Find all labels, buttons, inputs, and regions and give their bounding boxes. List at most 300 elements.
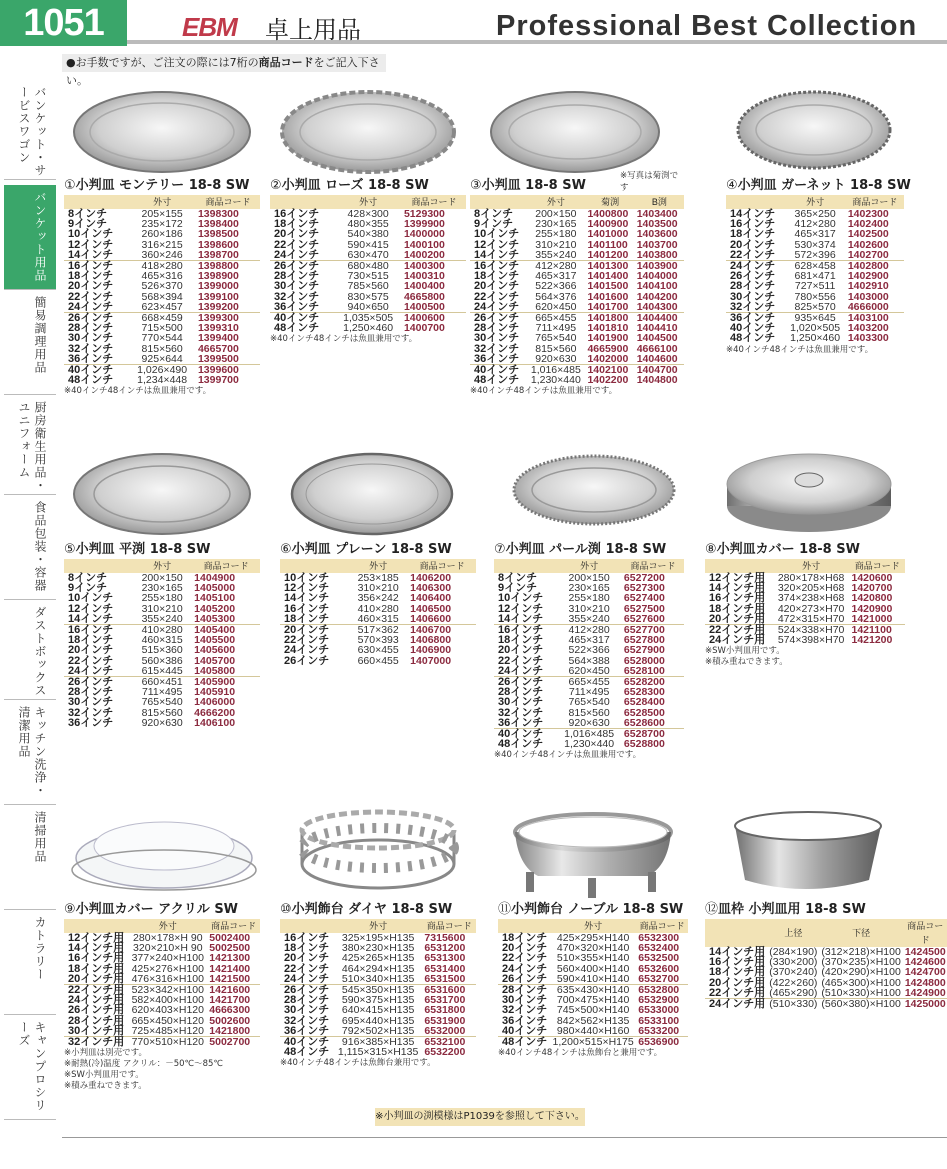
table-row: [726, 302, 904, 313]
product-code-cell: 6528200: [623, 676, 665, 689]
product-code-cell: 1406100: [194, 716, 236, 729]
product-photo: [494, 446, 684, 541]
product-code-cell: 6532500: [638, 952, 680, 965]
size-cell: 48インチ: [730, 332, 776, 345]
table-row: [64, 666, 260, 677]
dimension-cell: 465×316: [141, 270, 183, 283]
product-code-cell: 1400500: [402, 302, 466, 313]
size-cell: 18インチ: [68, 270, 114, 283]
dimension-cell: 200×150: [141, 572, 183, 584]
product-code-cell: 1405500: [194, 634, 236, 647]
dimension-cell: 425×295×H140: [556, 932, 630, 944]
photo-note: ※写真は菊渕です: [620, 171, 679, 193]
product-code-cell: 1406700: [410, 624, 452, 637]
sidebar-tab-label: バンケット用品: [33, 191, 47, 282]
product-code-cell: 1398700: [196, 250, 260, 261]
product-code-cell: 1420700: [851, 582, 893, 595]
product-title: 小判皿 プレーン 18-8 SW: [291, 542, 452, 557]
size-cell: 20インチ: [274, 228, 320, 241]
dimension-cell: 727×511: [794, 280, 836, 293]
product-title: 小判皿 ローズ 18-8 SW: [281, 178, 429, 193]
product-note: ※積み重ねできます。: [705, 657, 788, 668]
sidebar-tab-campro-series[interactable]: [4, 1015, 56, 1120]
size-cell: 16インチ: [68, 624, 114, 637]
column-header: 商品コード: [622, 559, 684, 573]
dimension-cell: 523×342×H100: [131, 984, 204, 997]
product-title: 小判皿 18-8 SW: [481, 178, 586, 193]
size-cell: 18インチ用: [68, 962, 125, 975]
dimension-cell: 620×403×H120: [131, 1004, 204, 1017]
table-row: [280, 974, 476, 985]
size-cell: 24インチ用: [68, 994, 125, 1007]
product-code-cell: 6533100: [638, 1014, 680, 1027]
dimension-cell: 316×215: [141, 238, 183, 251]
product-photo: [64, 446, 260, 541]
dimension-cell: 582×400×H100: [131, 994, 204, 1007]
size-cell: 26インチ: [498, 676, 544, 689]
size-cell: 36インチ: [280, 1026, 334, 1037]
dimension-cell: 425×276×H100: [131, 962, 204, 975]
product-code-cell: 1421700: [209, 994, 251, 1007]
dimension-cell: 355×240: [526, 250, 585, 261]
product-code-cell: 1425000: [904, 998, 946, 1011]
size-cell: 14インチ: [494, 614, 556, 625]
product-code-cell: 1402200: [587, 374, 629, 387]
size-cell: 16インチ: [474, 260, 520, 273]
size-cell: 24インチ: [280, 974, 334, 985]
size-cell: 18インチ用: [709, 602, 766, 615]
product-code-cell: 1404100: [636, 280, 678, 293]
dimension-cell: 681×471: [794, 270, 836, 283]
table-row: [470, 354, 684, 365]
product-code-cell: 6531800: [424, 1004, 466, 1017]
dimension-cell: 815×560: [141, 342, 183, 355]
size-cell: 22インチ用: [68, 984, 125, 997]
dimension-cell: 935×645: [794, 312, 836, 325]
size-cell: 32インチ: [274, 290, 320, 303]
dimension-cell: 1,250×460: [343, 322, 394, 335]
dimension-cell: 785×560: [347, 280, 389, 293]
size-cell: 32インチ: [284, 1014, 330, 1027]
dimension-cell: 765×540: [568, 696, 610, 709]
product-code-cell: 1402100: [587, 364, 629, 377]
dimension-cell: 412×280: [535, 260, 577, 273]
dimension-cell: 564×376: [535, 290, 577, 303]
product-montelly: [64, 82, 260, 396]
product-code-cell: 1405300: [192, 614, 260, 625]
dimension-cell: 1,035×505: [343, 312, 394, 325]
product-code-cell: 6531500: [422, 974, 476, 985]
dimension-cell: 200×150: [568, 572, 610, 584]
product-code-cell: 1403000: [847, 290, 889, 303]
header-category: 卓上用品: [265, 16, 361, 44]
size-cell: 28インチ: [68, 686, 114, 699]
dimension-cell: 640×415×H135: [341, 1004, 415, 1017]
product-code-cell: 1400100: [403, 238, 445, 251]
product-code-cell: 4665900: [587, 342, 629, 355]
product-code-cell: 1400700: [403, 322, 445, 335]
product-code-cell: 6528000: [623, 654, 665, 667]
product-code-cell: 1401100: [587, 238, 628, 251]
sidebar-tab-banquet-goods[interactable]: [4, 185, 56, 290]
dimension-cell: 320×210×H 90: [133, 942, 203, 955]
table-row: [64, 250, 260, 261]
size-cell: 14インチ: [64, 250, 128, 261]
spec-rows: [726, 209, 904, 344]
dimension-cell: 356×242: [357, 592, 399, 605]
dimension-cell: (420×290)×H100: [821, 966, 901, 979]
product-code-cell: 6532000: [422, 1026, 476, 1037]
product-title: 小判飾台 ダイヤ 18-8 SW: [291, 902, 453, 917]
sidebar-tab-label: 厨房衛生用品・ユニフォーム: [17, 401, 47, 492]
size-cell: 14インチ: [730, 208, 776, 220]
column-header: 商品コード: [636, 919, 688, 933]
dimension-cell: 320×205×H68: [777, 582, 845, 595]
product-stand-diamond: [280, 806, 476, 1068]
product-code-cell: 1404900: [194, 572, 236, 584]
product-code-cell: 1404400: [636, 312, 678, 325]
size-cell: 24インチ: [284, 644, 330, 657]
spec-table: [64, 195, 260, 385]
dimension-cell: 355×240: [132, 614, 192, 625]
spec-table: [726, 195, 904, 344]
table-row: [64, 354, 260, 365]
dimension-cell: 545×350×H135: [341, 984, 415, 997]
size-cell: 32インチ用: [68, 1036, 125, 1049]
spec-rows: [280, 933, 476, 1057]
product-note: ※40インチ48インチは魚皿兼用です。: [726, 344, 874, 355]
dimension-cell: 517×362: [357, 624, 399, 637]
table-row: [280, 656, 476, 666]
product-code-cell: 1399600: [197, 364, 239, 377]
table-row: [64, 1037, 260, 1048]
dimension-cell: (465×300)×H100: [821, 976, 901, 989]
bottom-note: ※小判皿の渕模様はP1039を参照して下さい。: [375, 1108, 585, 1126]
spec-table: [470, 195, 684, 385]
product-photo: [280, 446, 476, 541]
sidebar-tab-hygiene-uniform[interactable]: [4, 395, 56, 495]
sidebar-tab-dust-box[interactable]: [4, 600, 56, 700]
product-code-cell: 1405400: [194, 624, 236, 637]
dimension-cell: 464×294×H135: [341, 962, 415, 975]
size-cell: 32インチ: [474, 342, 520, 355]
product-note: ※40インチ48インチは魚皿兼用です。: [494, 750, 642, 761]
sidebar-tab-cutlery[interactable]: [4, 910, 56, 1015]
product-code-cell: 6527600: [622, 614, 684, 625]
size-cell: 14インチ用: [709, 582, 766, 595]
size-cell: 28インチ: [274, 270, 320, 283]
product-code-cell: 1405100: [194, 592, 236, 605]
size-cell: 8インチ: [68, 572, 108, 584]
size-cell: 26インチ: [474, 312, 520, 325]
size-cell: 8インチ: [498, 572, 538, 584]
sidebar-tab-banquet-wagon[interactable]: [4, 80, 56, 180]
oval-platter-illustration: [270, 82, 466, 177]
size-cell: 22インチ用: [705, 988, 767, 999]
dimension-cell: 412×280: [568, 624, 610, 637]
dimension-cell: 205×155: [141, 208, 183, 220]
product-code-cell: 1399000: [197, 280, 239, 293]
size-cell: 20インチ: [498, 644, 544, 657]
product-code-cell: 1424500: [904, 946, 946, 958]
sidebar-tab-label: 簡易調理用品: [33, 296, 47, 374]
product-code-cell: 6533000: [638, 1004, 680, 1017]
dimension-cell: 660×451: [141, 676, 183, 689]
product-code-cell: 1421000: [849, 614, 905, 625]
size-cell: 9インチ: [474, 218, 514, 231]
size-cell: 12インチ: [498, 602, 544, 615]
product-code-cell: 1401810: [587, 322, 629, 335]
dimension-cell: (312×218)×H100: [821, 946, 901, 958]
size-cell: 24インチ: [64, 666, 132, 677]
spec-table: [64, 559, 260, 728]
size-cell: 26インチ: [68, 312, 114, 325]
product-code-cell: 1424700: [904, 966, 946, 979]
product-pearl-rim: [494, 446, 684, 760]
product-code-cell: 1405600: [194, 644, 236, 657]
table-row: [470, 302, 684, 313]
table-row: [705, 999, 947, 1010]
product-photo: [280, 806, 476, 901]
product-code-cell: 1401700: [585, 302, 634, 313]
size-cell: 28インチ: [498, 686, 544, 699]
dimension-cell: 700×475×H140: [556, 994, 630, 1007]
column-header: 商品コード: [849, 559, 905, 573]
size-cell: 16インチ用: [709, 956, 766, 969]
product-code-cell: 5002500: [209, 942, 251, 955]
plate-ring-illustration: [705, 806, 909, 901]
noble-stand-illustration: [498, 806, 688, 901]
product-note: ※耐熱(冷)温度 アクリル：－50℃～85℃: [64, 1059, 223, 1070]
dimension-cell: 628×458: [794, 260, 836, 273]
product-code-cell: 1404000: [636, 270, 678, 283]
product-code-cell: 1421600: [209, 984, 251, 997]
product-photo: [64, 82, 260, 177]
dimension-cell: 428×300: [347, 208, 389, 220]
product-standard: [470, 82, 684, 396]
sidebar-tab-label: カトラリー: [33, 916, 47, 981]
size-cell: 22インチ: [726, 250, 784, 261]
table-row: [494, 666, 684, 677]
diamond-stand-illustration: [280, 806, 476, 901]
spec-rows: [470, 209, 684, 385]
dimension-cell: 255×180: [535, 228, 577, 241]
product-code-cell: 1406600: [408, 614, 476, 625]
dimension-cell: 770×544: [141, 332, 183, 345]
dimension-cell: 325×195×H135: [341, 932, 415, 944]
product-photo: [705, 446, 905, 541]
product-note: ※SW小判皿用です。: [64, 1070, 144, 1081]
spec-table: [705, 919, 947, 1009]
product-code-cell: 1401400: [587, 270, 629, 283]
product-code-cell: 1403400: [636, 208, 678, 220]
size-cell: 28インチ: [730, 280, 776, 293]
size-cell: 48インチ: [498, 738, 544, 751]
table-row: [64, 718, 260, 728]
product-code-cell: 4666200: [194, 706, 236, 719]
dimension-cell: 830×575: [347, 290, 389, 303]
size-cell: 22インチ用: [709, 624, 766, 637]
product-code-cell: 1421500: [207, 974, 260, 985]
size-cell: 10インチ: [68, 592, 114, 605]
dimension-cell: 472×315×H70: [773, 614, 850, 625]
notice-bullet: ●: [66, 56, 76, 69]
product-code-cell: 1403800: [635, 250, 684, 261]
product-code-cell: 1402500: [847, 228, 889, 241]
column-header: 菊渕: [585, 195, 634, 209]
product-code-cell: 1401000: [587, 228, 629, 241]
dimension-cell: 815×560: [535, 342, 577, 355]
size-cell: 16インチ: [274, 208, 320, 220]
table-row: [280, 1026, 476, 1037]
product-code-cell: 6528400: [623, 696, 665, 709]
product-code-cell: 1420600: [851, 572, 893, 584]
size-cell: 20インチ: [474, 280, 520, 293]
product-code-cell: 6527700: [623, 624, 665, 637]
table-row: [498, 1026, 688, 1037]
product-code-cell: 1399900: [403, 218, 445, 231]
table-row: [64, 614, 260, 625]
dimension-cell: 570×393: [357, 634, 399, 647]
product-code-cell: 1405700: [194, 654, 236, 667]
dish-cover-illustration: [705, 446, 905, 541]
product-code-cell: 1403300: [847, 332, 889, 345]
size-cell: 16インチ用: [709, 592, 766, 605]
table-row: [726, 333, 904, 343]
dimension-cell: 920×630: [526, 354, 585, 365]
order-notice: [62, 54, 386, 87]
size-cell: 16インチ: [284, 602, 330, 615]
dimension-cell: 635×430×H140: [556, 984, 630, 997]
size-cell: 48インチ: [68, 374, 114, 387]
table-row: [64, 375, 260, 385]
product-code-cell: 6532100: [424, 1036, 466, 1049]
size-cell: 24インチ用: [709, 634, 766, 647]
product-title: 小判皿 モンテリー 18-8 SW: [75, 178, 250, 193]
size-cell: 36インチ: [470, 354, 526, 365]
product-code-cell: 1401300: [587, 260, 629, 273]
product-code-cell: 1401800: [587, 312, 629, 325]
size-cell: 18インチ: [730, 228, 776, 241]
size-cell: 36インチ: [270, 302, 334, 313]
dimension-cell: 620×450: [526, 302, 585, 313]
column-header: 商品コード: [408, 559, 476, 573]
size-cell: 30インチ: [284, 1004, 330, 1017]
product-photo: [64, 806, 260, 901]
dimension-cell: 815×560: [141, 706, 183, 719]
dimension-cell: 253×185: [357, 572, 399, 584]
dimension-cell: 410×280: [357, 602, 399, 615]
size-cell: 28インチ: [474, 322, 520, 335]
dimension-cell: 526×370: [141, 280, 183, 293]
dimension-cell: 410×280: [141, 624, 183, 637]
size-cell: 36インチ: [68, 716, 114, 729]
dimension-cell: (510×330): [769, 998, 818, 1011]
dimension-cell: 1,250×460: [790, 332, 841, 345]
size-cell: 20インチ用: [709, 976, 766, 989]
category-sidebar: [4, 80, 56, 1120]
product-cover-acrylic: [64, 806, 260, 1091]
product-code-cell: 1406200: [410, 572, 452, 584]
product-photo: [705, 806, 909, 901]
size-cell: 12インチ用: [68, 932, 125, 944]
size-cell: 40インチ: [284, 1036, 330, 1049]
product-code-cell: 1424800: [904, 976, 946, 989]
product-code-cell: 6531700: [424, 994, 466, 1007]
product-note: ※40インチ48インチは魚皿兼用です。: [270, 334, 418, 345]
dimension-cell: 711×495: [141, 686, 183, 699]
product-code-cell: 1406900: [410, 644, 452, 657]
dimension-cell: 310×210: [357, 582, 399, 595]
spec-rows: [494, 573, 684, 749]
product-code-cell: 1421100: [851, 624, 892, 637]
dimension-cell: 1,230×440: [530, 374, 581, 387]
product-code-cell: 6531900: [424, 1014, 466, 1027]
size-cell: 24インチ: [270, 250, 334, 261]
product-code-cell: 1400310: [403, 270, 445, 283]
table-row: [270, 323, 466, 333]
product-code-cell: 1400200: [402, 250, 466, 261]
product-code-cell: 4666000: [846, 302, 904, 313]
product-code-cell: 1398900: [197, 270, 239, 283]
dimension-cell: 745×500×H140: [556, 1004, 630, 1017]
dimension-cell: 711×495: [568, 686, 610, 699]
dimension-cell: 668×459: [141, 312, 183, 325]
product-photo: [726, 82, 904, 177]
sidebar-tab-food-packaging[interactable]: [4, 495, 56, 600]
column-header: 上径: [767, 919, 819, 947]
sidebar-tab-cleaning[interactable]: [4, 805, 56, 910]
size-cell: 32インチ: [498, 706, 544, 719]
size-cell: 26インチ: [284, 984, 330, 997]
size-cell: 48インチ: [474, 374, 520, 387]
size-cell: 18インチ: [474, 270, 520, 283]
dimension-cell: 260×186: [141, 228, 183, 241]
size-cell: 40インチ: [730, 322, 776, 335]
dimension-cell: 425×265×H135: [341, 952, 415, 965]
product-code-cell: 6532800: [638, 984, 680, 997]
sidebar-tab-kitchen-cleaning[interactable]: [4, 700, 56, 805]
footer-divider: [62, 1137, 947, 1138]
dimension-cell: 665×455: [535, 312, 577, 325]
notice-text-post: をご記入下さい。: [66, 56, 380, 87]
dimension-cell: 920×630: [141, 716, 183, 729]
column-header: 外寸: [526, 195, 585, 209]
dimension-cell: 510×340×H135: [334, 974, 423, 985]
product-note: ※積み重ねできます。: [64, 1081, 147, 1092]
product-rose: [270, 82, 466, 344]
dimension-cell: 365×250: [794, 208, 836, 220]
oval-platter-illustration: [64, 82, 260, 177]
spec-rows: [64, 209, 260, 385]
product-code-cell: 1400000: [403, 228, 445, 241]
sidebar-tab-simple-cooking[interactable]: [4, 290, 56, 395]
product-code-cell: 4666300: [209, 1004, 251, 1017]
product-code-cell: 1398300: [197, 208, 239, 220]
product-photo: [270, 82, 466, 177]
product-code-cell: 1404500: [636, 332, 678, 345]
dimension-cell: 725×485×H120: [128, 1026, 207, 1037]
column-header: 下径: [819, 919, 902, 947]
dimension-cell: 715×500: [141, 322, 183, 335]
table-row: [705, 988, 947, 999]
product-cover-steel: [705, 446, 905, 667]
dimension-cell: 374×238×H68: [777, 592, 845, 605]
oval-platter-illustration: [494, 446, 684, 541]
product-code-cell: 1401900: [587, 332, 629, 345]
product-code-cell: 1404600: [635, 354, 684, 365]
spec-table: [64, 919, 260, 1047]
